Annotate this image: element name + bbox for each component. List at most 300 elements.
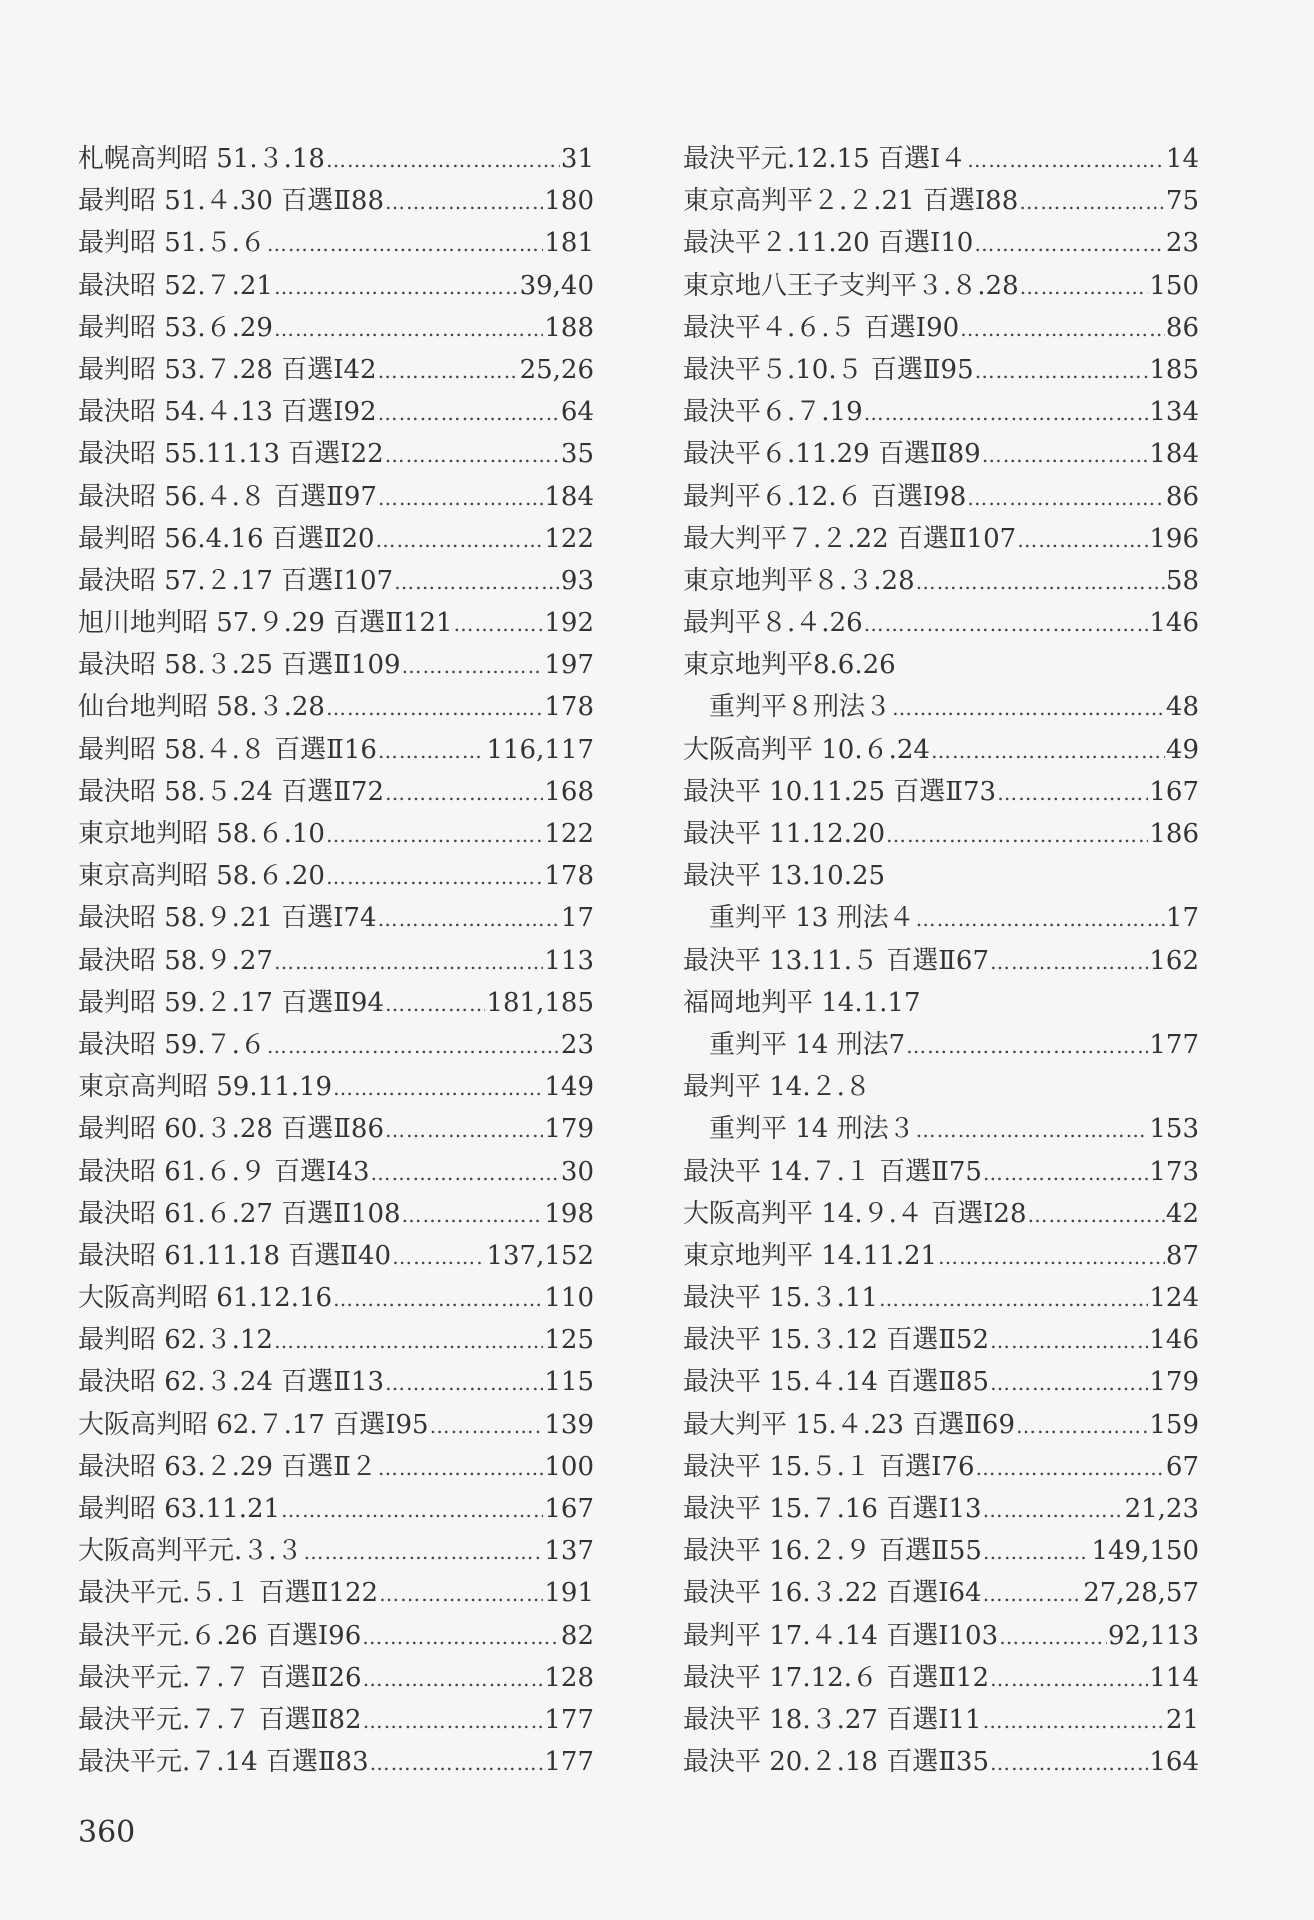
page-reference: 58 [1165, 565, 1199, 596]
index-entry [78, 391, 594, 433]
page-reference: 188 [544, 312, 594, 343]
index-column-left [78, 138, 594, 1783]
dot-leader [1017, 519, 1148, 560]
case-citation: 最決平 20.２.18 百選Ⅱ35 [683, 1747, 989, 1778]
dot-leader [916, 561, 1165, 602]
case-citation: 最判昭 51.４.30 百選Ⅱ88 [78, 186, 384, 217]
index-entry [78, 1361, 594, 1403]
case-citation: 東京地八王子支判平３.８.28 [683, 270, 1019, 301]
case-citation: 最判平６.12.６ 百選Ⅰ98 [683, 481, 967, 512]
case-citation: 重判平 13 刑法４ [709, 903, 915, 934]
index-entry [78, 1699, 594, 1741]
dot-leader [990, 941, 1148, 982]
index-entry [78, 771, 594, 813]
case-citation: 最決昭 63.２.29 百選Ⅱ２ [78, 1451, 377, 1482]
page-reference: 17 [1165, 903, 1199, 934]
index-entry [78, 813, 594, 855]
dot-leader [983, 1700, 1165, 1741]
case-citation: 最決平６.11.29 百選Ⅱ89 [683, 439, 981, 470]
index-entry [78, 1193, 594, 1235]
case-citation: 最決平２.11.20 百選Ⅰ10 [683, 228, 974, 259]
page-reference: 115 [544, 1367, 594, 1398]
dot-leader [326, 856, 543, 897]
case-citation: 福岡地判平 14.1.17 [683, 987, 921, 1018]
dot-leader [378, 1447, 543, 1488]
index-entry [78, 1572, 594, 1614]
dot-leader [362, 1616, 560, 1657]
dot-leader [886, 814, 1148, 855]
case-citation: 最決平元.６.26 百選Ⅰ96 [78, 1620, 362, 1651]
index-entry [78, 560, 594, 602]
case-citation: 大阪高判平 14.９.４ 百選Ⅰ28 [683, 1198, 1027, 1229]
page-reference: 116,117 [486, 734, 594, 765]
index-entry [683, 265, 1199, 307]
index-entry [683, 771, 1199, 813]
dot-leader [864, 603, 1149, 644]
case-citation: 大阪高判平 10.６.24 [683, 734, 930, 765]
dot-leader [385, 181, 543, 222]
page-reference: 137,152 [486, 1240, 594, 1271]
case-citation: 最判昭 62.３.12 [78, 1325, 273, 1356]
dot-leader [378, 477, 543, 518]
page-reference: 122 [544, 819, 594, 849]
index-entry [78, 1066, 594, 1108]
page-reference: 178 [544, 861, 594, 892]
page-reference: 64 [560, 397, 594, 428]
page-reference: 179 [544, 1114, 594, 1145]
page-reference: 14 [1165, 144, 1199, 174]
case-citation: 最判昭 60.３.28 百選Ⅱ86 [78, 1114, 384, 1145]
case-citation: 最決平元.７.７ 百選Ⅱ82 [78, 1704, 362, 1735]
index-entry [683, 1277, 1199, 1319]
index-entry [683, 1108, 1199, 1150]
index-entry [78, 729, 594, 771]
page-reference: 113 [544, 945, 594, 976]
case-citation: 最決平 11.12.20 [683, 819, 886, 849]
index-entry [78, 1235, 594, 1277]
case-citation: 最決平 15.３.12 百選Ⅱ52 [683, 1325, 989, 1356]
dot-leader [385, 983, 485, 1024]
page-reference: 87 [1165, 1240, 1199, 1271]
page-reference: 149 [544, 1072, 594, 1103]
page-reference: 25,26 [519, 354, 594, 385]
page-reference: 86 [1165, 481, 1199, 512]
page-reference: 180 [544, 186, 594, 217]
page-reference: 134 [1149, 397, 1199, 428]
dot-leader [379, 1573, 543, 1614]
case-citation: 最決昭 59.７.６ [78, 1029, 266, 1060]
dot-leader [990, 1320, 1148, 1361]
dot-leader [983, 1573, 1083, 1614]
index-entry [683, 1488, 1199, 1530]
index-entry [683, 1193, 1199, 1235]
dot-leader [385, 1362, 543, 1403]
dot-leader [1020, 266, 1149, 307]
dot-leader [326, 139, 560, 180]
dot-leader [378, 350, 519, 391]
dot-leader [392, 1236, 485, 1277]
index-entry [78, 222, 594, 264]
index-entry [683, 602, 1199, 644]
page-reference: 92,113 [1108, 1620, 1199, 1651]
case-citation: 最決昭 61.６.27 百選Ⅱ108 [78, 1198, 401, 1229]
case-citation: 最決昭 58.９.21 百選Ⅰ74 [78, 903, 377, 934]
case-citation: 最判昭 56.4.16 百選Ⅱ20 [78, 523, 375, 554]
dot-leader [326, 814, 543, 855]
index-entry [78, 1108, 594, 1150]
case-citation: 最判昭 53.７.28 百選Ⅰ42 [78, 354, 377, 385]
dot-leader [326, 687, 543, 728]
dot-leader [274, 941, 543, 982]
dot-leader [333, 1067, 543, 1108]
dot-leader [879, 1278, 1148, 1319]
index-entry [683, 433, 1199, 475]
index-entry [683, 1572, 1199, 1614]
dot-leader [1028, 1194, 1165, 1235]
page-reference: 150 [1149, 270, 1199, 301]
index-entry [683, 897, 1199, 939]
dot-leader [997, 772, 1148, 813]
case-citation: 最決平 15.７.16 百選Ⅰ13 [683, 1494, 982, 1524]
dot-leader [983, 1152, 1148, 1193]
page-reference: 181 [544, 228, 594, 259]
page-reference: 124 [1149, 1283, 1199, 1314]
case-citation: 最大判平７.２.22 百選Ⅱ107 [683, 523, 1017, 554]
case-citation: 最大判平 15.４.23 百選Ⅱ69 [683, 1409, 1015, 1440]
case-citation: 最決平 16.３.22 百選Ⅰ64 [683, 1578, 982, 1609]
case-citation: 東京地判平8.6.26 [683, 650, 896, 681]
case-citation: 最決平 10.11.25 百選Ⅱ73 [683, 776, 997, 807]
case-citation: 東京高判昭 59.11.19 [78, 1072, 333, 1103]
dot-leader [378, 730, 486, 771]
index-entry [683, 391, 1199, 433]
dot-leader [983, 1489, 1124, 1530]
case-citation: 最決平 13.11.５ 百選Ⅱ67 [683, 945, 989, 976]
page-reference: 164 [1149, 1747, 1199, 1778]
case-citation: 東京地判平８.３.28 [683, 565, 915, 596]
index-entry [78, 1151, 594, 1193]
case-citation: 旭川地判昭 57.９.29 百選Ⅱ121 [78, 608, 453, 639]
page-reference: 153 [1149, 1114, 1199, 1145]
dot-leader [1016, 1405, 1148, 1446]
case-citation: 最判昭 59.２.17 百選Ⅱ94 [78, 987, 384, 1018]
dot-leader [974, 223, 1165, 264]
case-citation: 最判昭 58.４.８ 百選Ⅱ16 [78, 734, 377, 765]
index-entry [683, 729, 1199, 771]
index-entry [78, 1615, 594, 1657]
dot-leader [385, 772, 543, 813]
case-citation: 最判平 14.２.８ [683, 1072, 871, 1103]
index-entry [78, 1657, 594, 1699]
case-citation: 最決平 15.５.１ 百選Ⅰ76 [683, 1451, 975, 1482]
dot-leader [960, 308, 1165, 349]
index-entry [78, 982, 594, 1024]
index-entry [78, 307, 594, 349]
dot-leader [274, 308, 543, 349]
dot-leader [983, 1531, 1091, 1572]
case-citation: 最決昭 57.２.17 百選Ⅰ107 [78, 565, 394, 596]
case-citation: 最決昭 58.３.25 百選Ⅱ109 [78, 650, 401, 681]
page-reference: 184 [1149, 439, 1199, 470]
case-citation: 最決昭 62.３.24 百選Ⅱ13 [78, 1367, 384, 1398]
dot-leader [916, 898, 1165, 939]
index-entry [683, 138, 1199, 180]
page-reference: 184 [544, 481, 594, 512]
page-reference: 177 [544, 1704, 594, 1735]
dot-leader [378, 898, 560, 939]
dot-leader [990, 1658, 1148, 1699]
page-reference: 128 [544, 1662, 594, 1693]
page-reference: 177 [1149, 1029, 1199, 1060]
page-reference: 17 [560, 903, 594, 934]
index-entry [683, 307, 1199, 349]
case-citation: 最決平 15.４.14 百選Ⅱ85 [683, 1367, 989, 1398]
page-reference: 191 [544, 1578, 594, 1609]
page-reference: 125 [544, 1325, 594, 1356]
index-entry [78, 349, 594, 391]
page-reference: 192 [544, 608, 594, 639]
index-entry [683, 1151, 1199, 1193]
case-citation: 最判平 17.４.14 百選Ⅰ103 [683, 1620, 999, 1651]
page-reference: 198 [544, 1198, 594, 1229]
page-reference: 67 [1165, 1451, 1199, 1482]
page-reference: 110 [544, 1283, 594, 1314]
case-citation: 仙台地判昭 58.３.28 [78, 692, 325, 723]
case-citation: 最決昭 52.７.21 [78, 270, 273, 301]
page-reference: 114 [1149, 1662, 1199, 1693]
dot-leader [402, 1194, 544, 1235]
dot-leader [454, 603, 544, 644]
page-reference: 48 [1165, 692, 1199, 723]
index-entry [683, 982, 1199, 1024]
case-citation: 最判昭 53.６.29 [78, 312, 273, 343]
case-citation: 東京地判平 14.11.21 [683, 1240, 938, 1271]
case-citation: 最判昭 51.５.６ [78, 228, 266, 259]
index-entry [78, 518, 594, 560]
page-reference: 35 [560, 439, 594, 470]
page-reference: 27,28,57 [1083, 1578, 1199, 1609]
index-entry [78, 476, 594, 518]
index-entry [683, 1024, 1199, 1066]
case-citation: 大阪高判平元.３.３ [78, 1536, 303, 1567]
index-entry [78, 1404, 594, 1446]
case-citation: 最決平 17.12.６ 百選Ⅱ12 [683, 1662, 989, 1693]
dot-leader [982, 434, 1149, 475]
index-entry [78, 433, 594, 475]
index-entry [78, 1319, 594, 1361]
dot-leader [892, 687, 1165, 728]
case-citation: 最決平 15.３.11 [683, 1283, 878, 1314]
page-reference: 146 [1149, 608, 1199, 639]
page-reference: 21 [1165, 1704, 1199, 1735]
page-reference: 159 [1149, 1409, 1199, 1440]
index-entry [78, 138, 594, 180]
page-reference: 75 [1165, 186, 1199, 217]
dot-leader [938, 1236, 1165, 1277]
index-entry [78, 1446, 594, 1488]
index-entry [683, 1319, 1199, 1361]
case-citation: 最判昭 63.11.21 [78, 1494, 281, 1524]
case-citation: 最決昭 58.５.24 百選Ⅱ72 [78, 776, 384, 807]
dot-leader [430, 1405, 544, 1446]
page-reference: 149,150 [1091, 1536, 1199, 1567]
page-reference: 122 [544, 523, 594, 554]
page-reference: 21,23 [1124, 1494, 1199, 1524]
case-citation: 最決昭 56.４.８ 百選Ⅱ97 [78, 481, 377, 512]
index-entry [683, 222, 1199, 264]
dot-leader [267, 1025, 560, 1066]
index-entry [683, 1530, 1199, 1572]
page-number: 360 [78, 1815, 136, 1850]
dot-leader [376, 519, 544, 560]
dot-leader [385, 434, 560, 475]
page-reference: 179 [1149, 1367, 1199, 1398]
dot-leader [967, 139, 1165, 180]
case-citation: 最決平４.６.５ 百選Ⅰ90 [683, 312, 960, 343]
page-reference: 31 [560, 144, 594, 174]
case-citation: 最決平 18.３.27 百選Ⅰ11 [683, 1704, 982, 1735]
dot-leader [274, 266, 519, 307]
index-entry [683, 855, 1199, 897]
case-citation: 最決平元.12.15 百選Ⅰ４ [683, 144, 967, 174]
dot-leader [267, 223, 543, 264]
index-entry [78, 686, 594, 728]
dot-leader [363, 1700, 544, 1741]
index-entry [78, 1530, 594, 1572]
dot-leader [378, 392, 560, 433]
case-citation: 最決平元.７.14 百選Ⅱ83 [78, 1747, 369, 1778]
dot-leader [333, 1278, 543, 1319]
index-entry [683, 1741, 1199, 1783]
index-entry [683, 476, 1199, 518]
page-reference: 93 [560, 565, 594, 596]
index-column-right [683, 138, 1199, 1783]
page-reference: 139 [544, 1409, 594, 1440]
page-reference: 86 [1165, 312, 1199, 343]
case-citation: 重判平 14 刑法7 [709, 1029, 906, 1060]
case-citation: 最決昭 61.６.９ 百選Ⅰ43 [78, 1156, 370, 1187]
page-reference: 30 [560, 1156, 594, 1187]
case-citation: 東京高判昭 58.６.20 [78, 861, 325, 892]
case-citation: 最決平 14.７.１ 百選Ⅱ75 [683, 1156, 982, 1187]
index-entry [683, 1657, 1199, 1699]
page-reference: 181,185 [486, 987, 594, 1018]
dot-leader [916, 1109, 1149, 1150]
page-reference: 167 [1149, 776, 1199, 807]
page-reference: 42 [1165, 1198, 1199, 1229]
page-reference: 197 [544, 650, 594, 681]
page-reference: 23 [1165, 228, 1199, 259]
case-citation: 札幌高判昭 51.３.18 [78, 144, 325, 174]
dot-leader [976, 1447, 1165, 1488]
page-reference: 23 [560, 1029, 594, 1060]
page-reference: 100 [544, 1451, 594, 1482]
case-citation: 最決昭 54.４.13 百選Ⅰ92 [78, 397, 377, 428]
index-entry [683, 518, 1199, 560]
page-reference: 39,40 [519, 270, 594, 301]
index-entry [683, 349, 1199, 391]
dot-leader [990, 1362, 1148, 1403]
page-reference: 167 [544, 1494, 594, 1524]
case-citation: 重判平８刑法３ [709, 692, 892, 723]
index-entry [683, 940, 1199, 982]
index-entry [683, 813, 1199, 855]
index-entry [78, 644, 594, 686]
dot-leader [274, 1320, 543, 1361]
page-reference: 196 [1149, 523, 1199, 554]
case-citation: 東京地判昭 58.６.10 [78, 819, 325, 849]
index-entry [683, 1615, 1199, 1657]
page-reference: 162 [1149, 945, 1199, 976]
case-citation: 最決平 16.２.９ 百選Ⅱ55 [683, 1536, 982, 1567]
index-entry [78, 1024, 594, 1066]
case-citation: 東京高判平２.２.21 百選Ⅰ88 [683, 186, 1019, 217]
dot-leader [304, 1531, 544, 1572]
dot-leader [931, 730, 1165, 771]
page-reference: 146 [1149, 1325, 1199, 1356]
case-citation: 最判平８.４.26 [683, 608, 863, 639]
dot-leader [371, 1152, 560, 1193]
index-entry [78, 1277, 594, 1319]
index-entry [78, 1741, 594, 1783]
dot-leader [281, 1489, 543, 1530]
dot-leader [990, 1742, 1148, 1783]
dot-leader [370, 1742, 544, 1783]
case-citation: 大阪高判昭 61.12.16 [78, 1283, 333, 1314]
dot-leader [402, 645, 544, 686]
index-entry [683, 686, 1199, 728]
case-citation: 最決平元.７.７ 百選Ⅱ26 [78, 1662, 362, 1693]
page-reference: 49 [1165, 734, 1199, 765]
case-citation: 最決平元.５.１ 百選Ⅱ122 [78, 1578, 379, 1609]
dot-leader [906, 1025, 1148, 1066]
page-reference: 178 [544, 692, 594, 723]
index-entry [683, 1361, 1199, 1403]
page-reference: 177 [544, 1747, 594, 1778]
page-reference: 186 [1149, 819, 1199, 849]
dot-leader [1019, 181, 1165, 222]
index-entry [683, 180, 1199, 222]
page-reference: 82 [560, 1620, 594, 1651]
case-citation: 大阪高判昭 62.７.17 百選Ⅰ95 [78, 1409, 429, 1440]
index-entry [78, 180, 594, 222]
page-reference: 173 [1149, 1156, 1199, 1187]
dot-leader [975, 350, 1149, 391]
case-citation: 最決平 13.10.25 [683, 861, 886, 892]
index-entry [683, 1404, 1199, 1446]
page-reference: 137 [544, 1536, 594, 1567]
index-entry [78, 940, 594, 982]
index-entry [78, 897, 594, 939]
index-entry [683, 1699, 1199, 1741]
dot-leader [999, 1616, 1107, 1657]
case-citation: 重判平 14 刑法３ [709, 1114, 915, 1145]
index-entry [78, 265, 594, 307]
case-citation: 最決昭 61.11.18 百選Ⅱ40 [78, 1240, 392, 1271]
index-entry [683, 1446, 1199, 1488]
case-citation: 最決平６.７.19 [683, 397, 863, 428]
dot-leader [385, 1109, 543, 1150]
index-entry [683, 560, 1199, 602]
case-citation: 最決昭 55.11.13 百選Ⅰ22 [78, 439, 384, 470]
dot-leader [363, 1658, 544, 1699]
case-citation: 最決平５.10.５ 百選Ⅱ95 [683, 354, 974, 385]
page-reference: 185 [1149, 354, 1199, 385]
dot-leader [394, 561, 560, 602]
index-entry [683, 1066, 1199, 1108]
index-entry [683, 1235, 1199, 1277]
dot-leader [967, 477, 1165, 518]
